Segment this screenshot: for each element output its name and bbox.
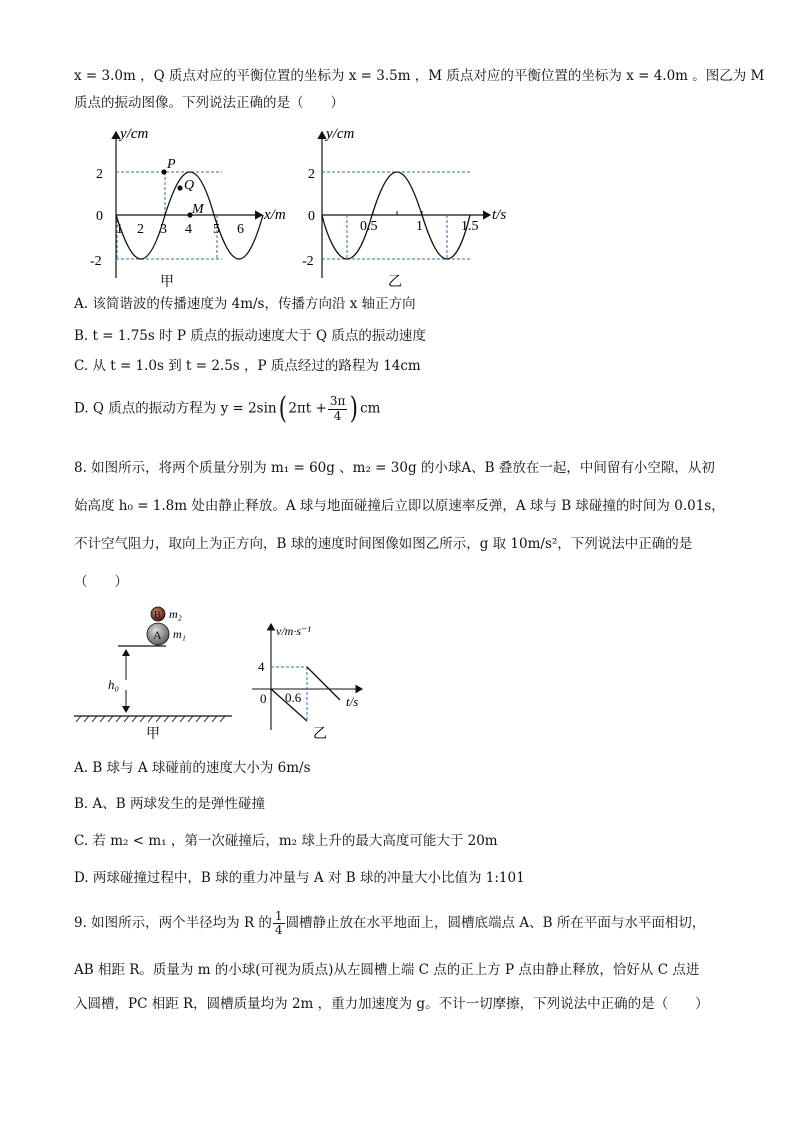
q7-wave-xtick-6: 6	[237, 222, 244, 237]
q8-option-b: B. A、B 两球发生的是弹性碰撞	[74, 796, 265, 812]
ball-b-label: B	[154, 610, 161, 621]
q8-vt-xtick-06: 0.6	[285, 690, 302, 705]
q8-text-line-3: 不计空气阻力，取向上为正方向，B 球的速度时间图像如图乙所示，g 取 10m/s²，下列说法中正确的是	[74, 536, 693, 552]
q8-text-line-1: 8. 如图所示，将两个质量分别为 m₁ = 60g 、m₂ = 30g 的小球A、B 叠放在一起，中间留有小空隙，从初	[74, 460, 715, 476]
q7-wave-ytick-0: 0	[96, 209, 103, 224]
q8-text-line-2: 始高度 h₀ = 1.8m 处由静止释放。A 球与地面碰撞后立即以原速率反弹，A 球与 B 球碰撞的时间为 0.01s，	[74, 498, 725, 514]
q7-wave-xtick-4: 4	[185, 222, 192, 237]
q7-vib-caption: 乙	[388, 275, 402, 290]
q8-balls-figure	[74, 600, 244, 740]
q9-line1-prefix: 9. 如图所示，两个半径均为 R 的	[74, 915, 272, 932]
q8-option-d: D. 两球碰撞过程中，B 球的重力冲量与 A 对 B 球的冲量大小比值为 1:101	[74, 870, 525, 886]
q8-balls-caption: 甲	[146, 727, 160, 740]
q8-vt-origin: 0	[260, 691, 267, 706]
q9-text-line-2: AB 相距 R。质量为 m 的小球(可视为质点)从左圆槽上端 C 点的正上方 P 点由静止释放，恰好从 C 点进	[74, 962, 700, 978]
q8-text-line-4: （ ）	[74, 574, 128, 590]
label-p: P	[167, 157, 176, 172]
q8-vt-ylabel: v/m·s⁻¹	[276, 624, 311, 638]
q7-option-b: B. t = 1.75s 时 P 质点的振动速度大于 Q 质点的振动速度	[74, 328, 426, 344]
q7-option-d-unit: cm	[360, 400, 381, 417]
q7-option-d-numerator: 3π	[329, 394, 346, 409]
q7-wave-ylabel: y/cm	[120, 126, 149, 142]
q7-vib-ytick-2: 2	[308, 167, 315, 182]
q7-option-a: A. 该简谐波的传播速度为 4m/s，传播方向沿 x 轴正方向	[74, 296, 416, 312]
ball-a-label: A	[153, 628, 162, 642]
q8-vt-caption: 乙	[313, 727, 327, 742]
q7-wave-graph	[74, 120, 304, 290]
q7-vib-xlabel: t/s	[492, 207, 507, 223]
q9-text-line-1	[74, 910, 705, 937]
q7-option-d-inner: 2πt +	[288, 400, 327, 417]
q8-vt-line-after	[307, 667, 340, 700]
q7-vibration-graph	[300, 120, 520, 290]
q7-vib-xtick-1: 1	[416, 219, 423, 234]
h0-label: h₀	[108, 677, 120, 692]
q7-option-c: C. 从 t = 1.0s 到 t = 2.5s ，P 质点经过的路程为 14cm	[74, 358, 421, 374]
q9-frac-numerator: 1	[274, 909, 283, 923]
q9-text-line-3: 入圆槽，PC 相距 R，圆槽质量均为 2m ，重力加速度为 g。不计一切摩擦，下列说法中正确的是（ ）	[74, 996, 709, 1012]
q8-option-a: A. B 球与 A 球碰前的速度大小为 6m/s	[74, 760, 311, 776]
q7-vib-ytick-neg2: -2	[302, 254, 314, 269]
q7-vib-ytick-0: 0	[308, 209, 315, 224]
q8-vt-graph	[250, 620, 380, 745]
point-p	[161, 169, 166, 174]
q7-wave-ytick-2: 2	[96, 167, 103, 182]
q7-vib-xtick-05: 0.5	[360, 219, 378, 234]
q7-wave-xtick-1: 1	[116, 222, 123, 237]
q7-option-d: D. Q 质点的振动方程为 y = 2sin( 2πt + $\frac{3\pi}{4}$ ) cm	[74, 391, 381, 426]
q7-text-line-2: 质点的振动图像。下列说法正确的是（ ）	[74, 95, 344, 111]
q7-vib-xtick-15: 1.5	[461, 219, 479, 234]
q8-vt-xlabel: t/s	[346, 694, 359, 709]
q9-frac-denominator: 4	[274, 923, 283, 938]
q7-wave-caption: 甲	[160, 275, 174, 290]
q7-wave-xtick-5: 5	[213, 222, 220, 237]
q8-vt-ytick-4: 4	[258, 659, 265, 674]
q7-wave-ytick-neg2: -2	[90, 254, 102, 269]
label-q: Q	[184, 178, 195, 193]
m2-label: m₂	[169, 607, 182, 621]
q7-option-d-denominator: 4	[333, 408, 342, 423]
q9-line1-suffix: 圆槽静止放在水平地面上，圆槽底端点 A、B 所在平面与水平面相切，	[285, 915, 706, 932]
q7-option-d-prefix: D. Q 质点的振动方程为 y = 2sin	[74, 400, 277, 417]
q7-wave-xtick-2: 2	[137, 222, 144, 237]
point-q	[177, 185, 182, 190]
q8-option-c: C. 若 m₂ < m₁ ，第一次碰撞后，m₂ 球上升的最大高度可能大于 20m	[74, 833, 498, 849]
label-m: M	[192, 202, 204, 217]
q7-wave-xlabel: x/m	[264, 207, 286, 223]
q7-wave-xtick-3: 3	[160, 222, 167, 237]
q7-vib-ylabel: y/cm	[326, 126, 355, 142]
q7-text-line-1: x = 3.0m ，Q 质点对应的平衡位置的坐标为 x = 3.5m ，M 质点对应的平衡位置的坐标为 x = 4.0m 。图乙为 M	[74, 68, 765, 84]
m1-label: m₁	[173, 627, 186, 641]
